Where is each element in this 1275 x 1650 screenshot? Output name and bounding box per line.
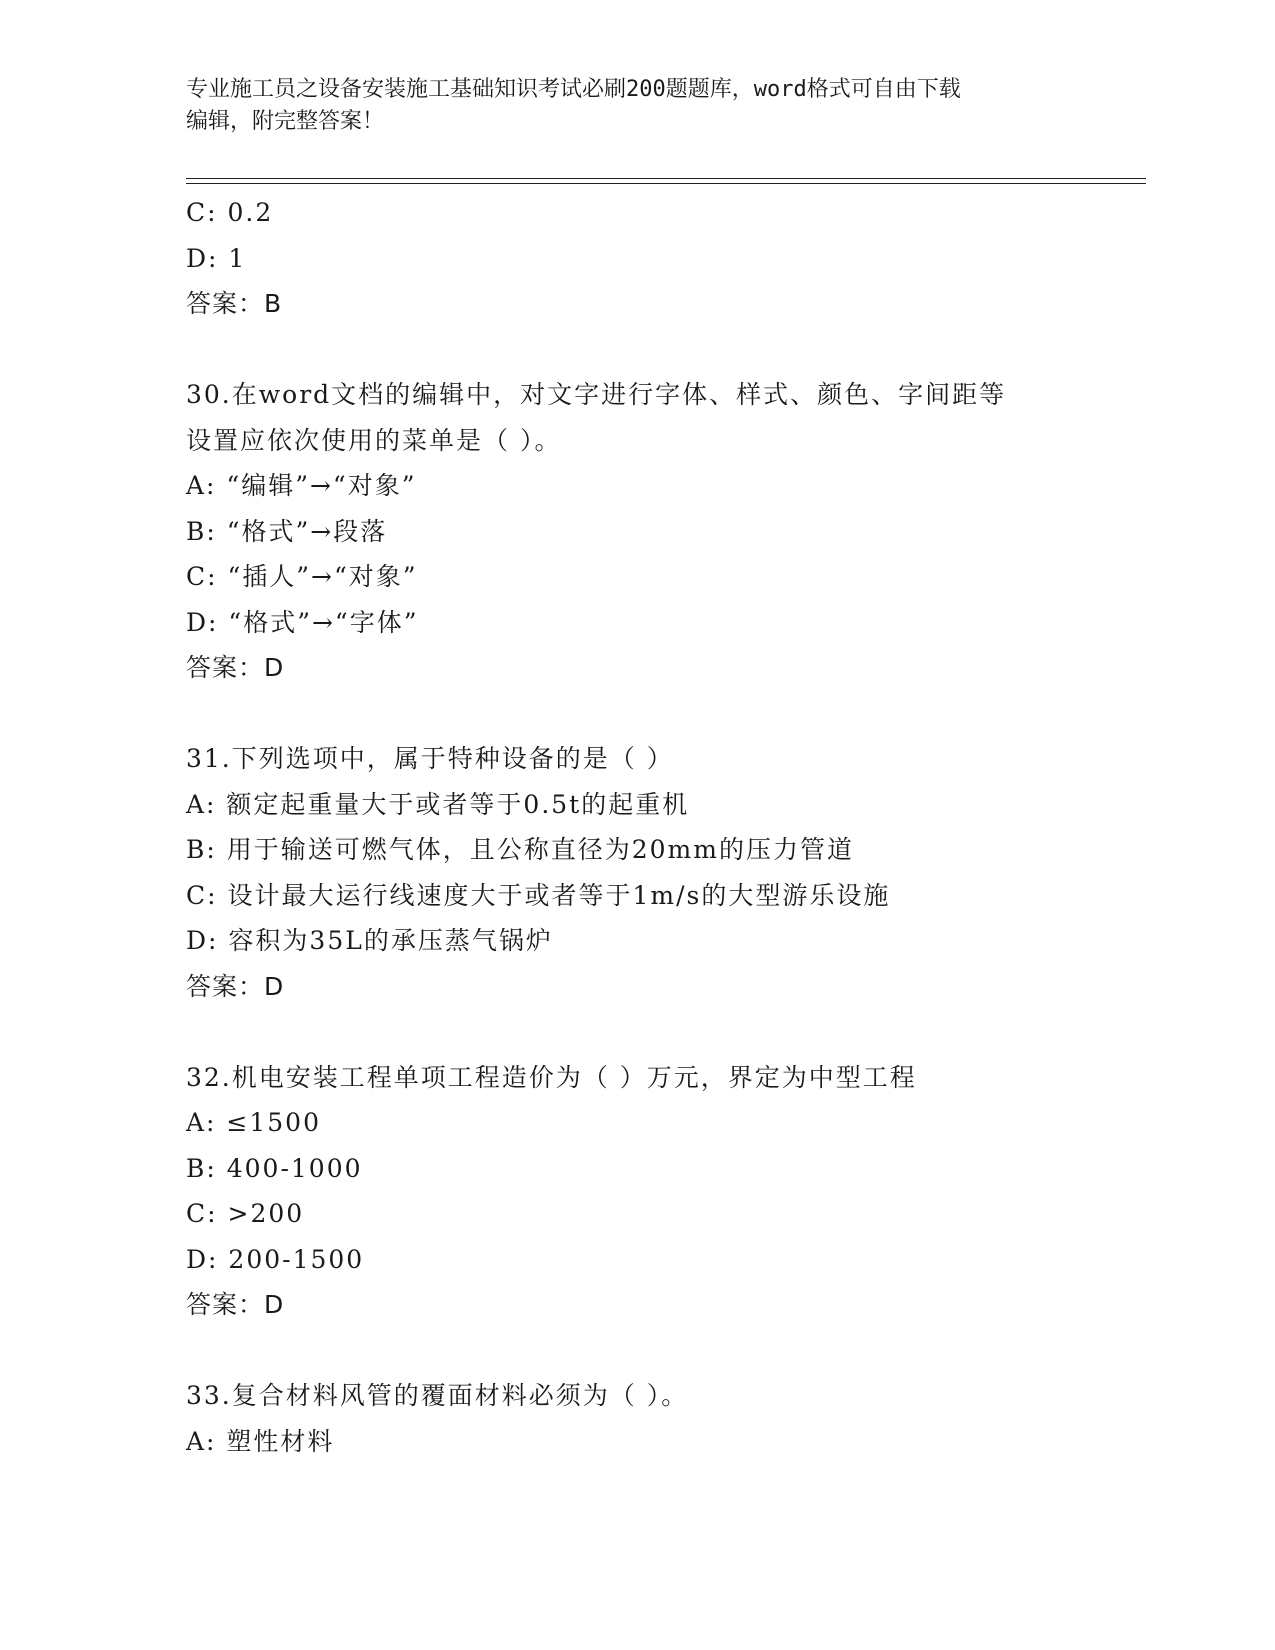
option-a: A: 额定起重量大于或者等于0.5t的起重机 [186,789,690,819]
question-text: 设置应依次使用的菜单是（ ）。 [186,425,562,455]
option-c: C: >200 [186,1199,305,1228]
document-header [186,74,1066,138]
header-line-2: 编辑，附完整答案！ [186,109,385,134]
answer-line: 答案：D [186,971,285,1001]
option-d: D: “格式”→“字体” [186,607,419,637]
option-a: A: ≤1500 [186,1108,321,1137]
option-a: A: “编辑”→“对象” [186,471,417,500]
question-text: 31.下列选项中，属于特种设备的是（ ） [186,744,674,773]
option-d: D: 200-1500 [186,1244,365,1274]
option-d: D: 1 [186,243,247,273]
question-list [186,190,1146,1464]
header-line-1: 专业施工员之设备安装施工基础知识考试必刷200题题库，word格式可自由下载 [186,77,961,102]
header-divider-bottom [186,183,1146,184]
question-text: 32.机电安装工程单项工程造价为（ ）万元，界定为中型工程 [186,1062,917,1092]
question-text: 30.在word文档的编辑中，对文字进行字体、样式、颜色、字间距等 [186,380,1007,409]
answer-line: 答案：B [186,289,283,318]
option-b: B: 400-1000 [186,1153,363,1183]
option-c: C: “插人”→“对象” [186,562,418,591]
question-text: 33.复合材料风管的覆面材料必须为（ ）。 [186,1381,689,1410]
answer-line: 答案：D [186,653,285,682]
header-divider-top [186,178,1146,179]
option-b: B: 用于输送可燃气体，且公称直径为20mm的压力管道 [186,835,854,864]
option-b: B: “格式”→段落 [186,516,388,546]
answer-line: 答案：D [186,1290,285,1319]
option-a: A: 塑性材料 [186,1426,335,1456]
option-d: D: 容积为35L的承压蒸气锅炉 [186,926,553,955]
option-c: C: 0.2 [186,198,274,227]
option-c: C: 设计最大运行线速度大于或者等于1m/s的大型游乐设施 [186,880,891,910]
